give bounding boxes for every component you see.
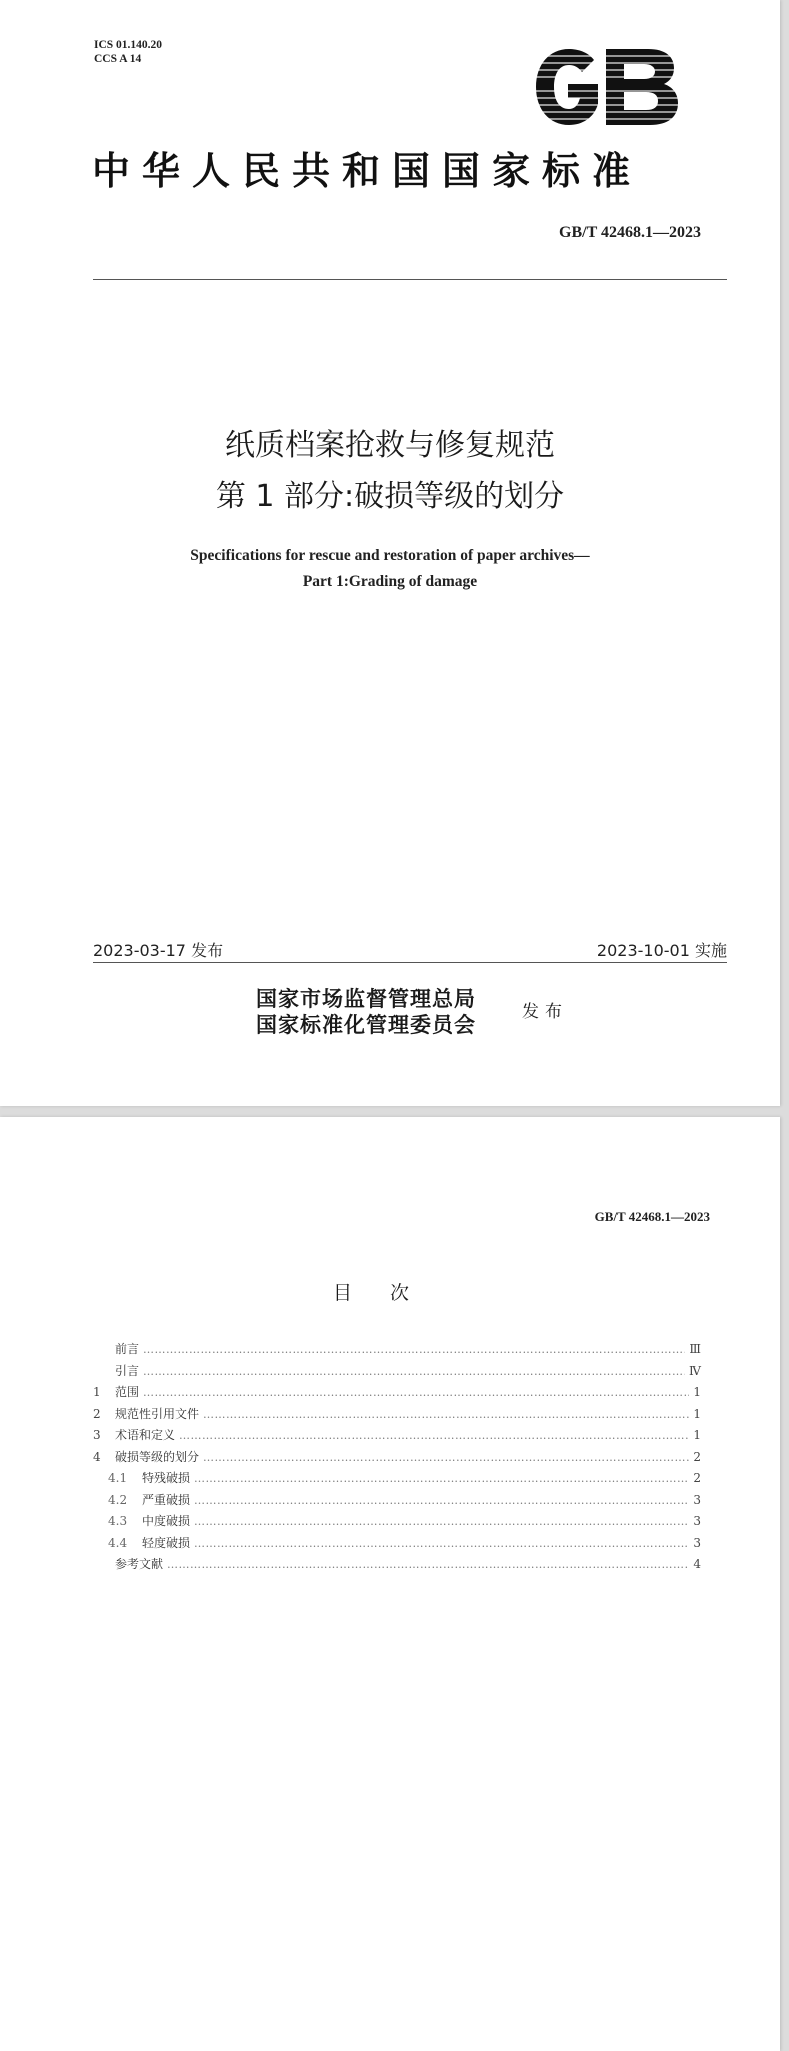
- toc-entry-4-3[interactable]: [93, 1512, 701, 1534]
- issue-date: 2023-03-17 发布: [93, 941, 224, 960]
- toc-entry-number: 2: [93, 1406, 101, 1421]
- toc-leader-dots: [179, 1429, 689, 1442]
- toc-entry-page: 1: [693, 1428, 701, 1442]
- toc-entry-label: 术语和定义: [115, 1428, 176, 1442]
- classification-codes: [94, 38, 162, 66]
- toc-entry-label: 中度破损: [142, 1514, 191, 1528]
- toc-entry-scope[interactable]: [93, 1383, 701, 1405]
- toc-entry-page: 2: [693, 1449, 701, 1464]
- toc-entry-4-4[interactable]: [93, 1534, 701, 1556]
- toc-entry-label: 引言: [115, 1363, 140, 1378]
- toc-leader-dots: [143, 1365, 685, 1378]
- title-zh-main: 纸质档案抢救与修复规范: [225, 428, 555, 463]
- toc-entry-label: 轻度破损: [142, 1535, 191, 1550]
- toc-entry-bibliography[interactable]: [93, 1555, 701, 1577]
- toc-entry-number: 3: [93, 1428, 101, 1442]
- issuer-samr: 国家市场监督管理总局: [256, 986, 476, 1011]
- toc-leader-dots: [203, 1408, 689, 1421]
- toc-entry-page: Ⅲ: [689, 1342, 701, 1356]
- gb-logo-icon: [532, 46, 682, 128]
- toc-entry-number: 1: [93, 1385, 101, 1399]
- toc-standard-number: GB/T 42468.1—2023: [594, 1209, 710, 1224]
- toc-entry-grading[interactable]: [93, 1448, 701, 1470]
- toc-entry-page: 3: [693, 1535, 701, 1550]
- toc-entry-terms[interactable]: [93, 1426, 701, 1448]
- toc-leader-dots: [194, 1472, 689, 1485]
- toc-entry-label: 规范性引用文件: [115, 1406, 200, 1421]
- toc-leader-dots: [194, 1537, 689, 1550]
- header-divider: [93, 279, 727, 280]
- toc-entry-number: 4.2: [108, 1492, 128, 1507]
- toc-title: 目次: [332, 1282, 447, 1304]
- toc-entry-4-2[interactable]: [93, 1491, 701, 1513]
- toc-entry-page: 3: [693, 1514, 701, 1528]
- toc-leader-dots: [167, 1558, 689, 1571]
- toc-entry-label: 特残破损: [142, 1471, 191, 1485]
- toc-entry-label: 前言: [115, 1342, 140, 1356]
- toc-entry-page: 3: [693, 1492, 701, 1507]
- toc-leader-dots: [143, 1343, 685, 1356]
- toc-entry-number: 4.4: [108, 1535, 128, 1550]
- toc-entry-page: 1: [693, 1385, 701, 1399]
- toc-page: [0, 1117, 780, 2051]
- toc-entry-number: 4.3: [108, 1514, 128, 1528]
- title-en-part: Part 1:Grading of damage: [302, 573, 478, 590]
- toc-leader-dots: [194, 1515, 689, 1528]
- toc-leader-dots: [143, 1386, 689, 1399]
- national-standard-heading: 中华人民共和国国家标准: [92, 149, 643, 193]
- date-divider: [93, 962, 727, 963]
- toc-entry-page: 1: [693, 1406, 701, 1421]
- ics-code: ICS 01.140.20: [94, 39, 163, 51]
- standard-number: GB/T 42468.1—2023: [559, 224, 701, 241]
- toc-entry-label: 破损等级的划分: [115, 1449, 200, 1464]
- table-of-contents: [93, 1340, 701, 1577]
- toc-entry-page: 4: [693, 1557, 701, 1571]
- toc-entry-page: 2: [693, 1471, 701, 1485]
- title-zh-part: 第 1 部分:破损等级的划分: [215, 479, 565, 514]
- toc-entry-4-1[interactable]: [93, 1469, 701, 1491]
- toc-entry-label: 严重破损: [142, 1492, 191, 1507]
- publish-label: 发布: [522, 1002, 568, 1022]
- toc-entry-introduction[interactable]: [93, 1362, 701, 1384]
- ccs-code: CCS A 14: [94, 53, 142, 65]
- toc-entry-number: 4.1: [108, 1471, 128, 1485]
- effective-date: 2023-10-01 实施: [596, 941, 727, 960]
- toc-leader-dots: [203, 1451, 689, 1464]
- toc-entry-page: Ⅳ: [689, 1363, 701, 1378]
- toc-entry-foreword[interactable]: [93, 1340, 701, 1362]
- toc-entry-label: 范围: [115, 1385, 140, 1399]
- toc-leader-dots: [194, 1494, 689, 1507]
- toc-entry-label: 参考文献: [115, 1557, 164, 1571]
- toc-entry-normative-references[interactable]: [93, 1405, 701, 1427]
- title-en-main: Specifications for rescue and restoration of paper archives—: [190, 547, 590, 564]
- issuer-sac: 国家标准化管理委员会: [256, 1012, 476, 1037]
- toc-entry-number: 4: [93, 1449, 101, 1464]
